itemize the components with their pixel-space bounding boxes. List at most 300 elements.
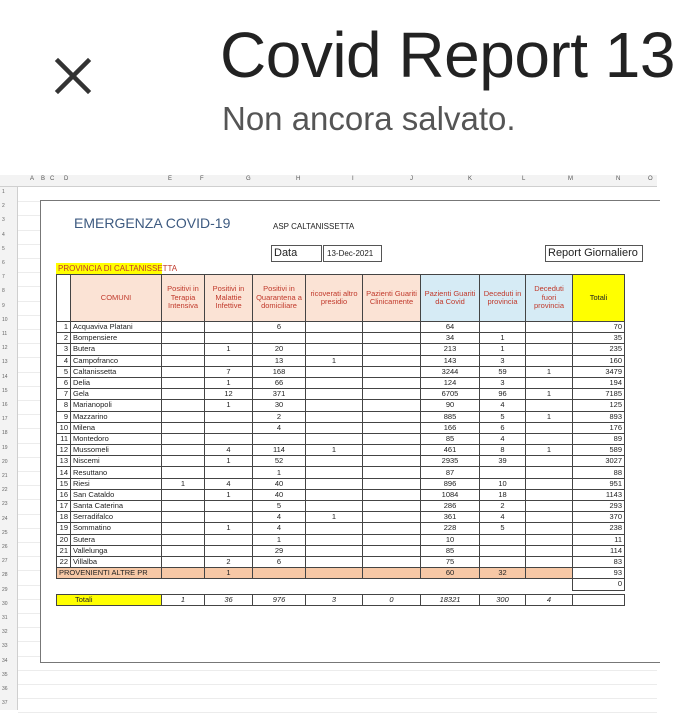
row-header-24[interactable]: 24 <box>2 515 8 522</box>
column-header-h[interactable]: H <box>296 176 301 182</box>
row-number[interactable]: 13 <box>57 456 71 467</box>
cell-r[interactable] <box>306 366 363 377</box>
other-provinces-label[interactable]: PROVENIENTI ALTRE PR <box>57 568 162 579</box>
cell-r[interactable] <box>306 545 363 556</box>
comune-name[interactable]: Caltanissetta <box>71 366 162 377</box>
header-comuni[interactable]: COMUNI <box>71 275 162 322</box>
cell-g[interactable]: 85 <box>421 545 480 556</box>
row-header-13[interactable]: 13 <box>2 359 8 366</box>
cell-gc[interactable] <box>363 445 421 456</box>
cell-di[interactable]: 5 <box>480 523 526 534</box>
row-header-14[interactable]: 14 <box>2 373 8 380</box>
row-header-34[interactable]: 34 <box>2 657 8 664</box>
comune-name[interactable]: Butera <box>71 344 162 355</box>
cell-g[interactable]: 85 <box>421 433 480 444</box>
comune-name[interactable]: Mussomeli <box>71 445 162 456</box>
row-number[interactable]: 15 <box>57 478 71 489</box>
row-number[interactable]: 20 <box>57 534 71 545</box>
cell-g[interactable]: 361 <box>421 512 480 523</box>
cell-di[interactable] <box>480 467 526 478</box>
header-guariti[interactable]: Pazienti Guariti da Covid <box>421 275 480 322</box>
comune-name[interactable]: Resuttano <box>71 467 162 478</box>
cell-r[interactable] <box>306 322 363 333</box>
row-header-12[interactable]: 12 <box>2 345 8 352</box>
cell-gc[interactable] <box>363 556 421 567</box>
blank-cell[interactable] <box>205 579 253 590</box>
header-totali[interactable]: Totali <box>573 275 625 322</box>
row-number[interactable]: 7 <box>57 389 71 400</box>
comune-name[interactable]: Riesi <box>71 478 162 489</box>
cell-r[interactable] <box>306 523 363 534</box>
row-header-35[interactable]: 35 <box>2 671 8 678</box>
comune-name[interactable]: Campofranco <box>71 355 162 366</box>
cell-t[interactable]: 125 <box>573 400 625 411</box>
row-header-7[interactable]: 7 <box>2 274 5 281</box>
cell-mi[interactable]: 2 <box>205 556 253 567</box>
blank-cell[interactable] <box>71 579 162 590</box>
cell-ti[interactable] <box>162 366 205 377</box>
cell-mi[interactable]: 1 <box>205 377 253 388</box>
column-header-f[interactable]: F <box>200 176 204 182</box>
comune-name[interactable]: Niscemi <box>71 456 162 467</box>
cell-gc[interactable] <box>363 400 421 411</box>
cell-ti[interactable] <box>162 422 205 433</box>
cell-di[interactable]: 1 <box>480 344 526 355</box>
cell-ti[interactable]: 1 <box>162 478 205 489</box>
cell-di[interactable]: 59 <box>480 366 526 377</box>
row-header-26[interactable]: 26 <box>2 544 8 550</box>
cell-gc[interactable] <box>363 568 421 579</box>
cell-mi[interactable] <box>205 512 253 523</box>
cell-q[interactable]: 371 <box>253 389 306 400</box>
cell-q[interactable]: 4 <box>253 422 306 433</box>
cell-q[interactable] <box>253 433 306 444</box>
row-header-2[interactable]: 2 <box>2 203 5 210</box>
column-header-i[interactable]: I <box>352 176 354 182</box>
row-header-32[interactable]: 32 <box>2 629 8 636</box>
total-g[interactable]: 18321 <box>421 594 480 605</box>
cell-gc[interactable] <box>363 489 421 500</box>
cell-mi[interactable] <box>205 355 253 366</box>
cell-df[interactable] <box>526 400 573 411</box>
cell-df[interactable] <box>526 478 573 489</box>
cell-t[interactable]: 35 <box>573 333 625 344</box>
cell-gc[interactable] <box>363 344 421 355</box>
cell-df[interactable] <box>526 422 573 433</box>
cell-df[interactable] <box>526 433 573 444</box>
cell-mi[interactable] <box>205 501 253 512</box>
cell-mi[interactable]: 4 <box>205 445 253 456</box>
comune-name[interactable]: Montedoro <box>71 433 162 444</box>
cell-mi[interactable]: 1 <box>205 456 253 467</box>
cell-t[interactable]: 589 <box>573 445 625 456</box>
cell-ti[interactable] <box>162 445 205 456</box>
cell-gc[interactable] <box>363 545 421 556</box>
cell-q[interactable]: 40 <box>253 478 306 489</box>
cell-t[interactable]: 114 <box>573 545 625 556</box>
cell-gc[interactable] <box>363 322 421 333</box>
comune-name[interactable]: Bompensiere <box>71 333 162 344</box>
cell-ti[interactable] <box>162 556 205 567</box>
cell-g[interactable]: 87 <box>421 467 480 478</box>
cell-t[interactable]: 176 <box>573 422 625 433</box>
total-di[interactable]: 300 <box>480 594 526 605</box>
cell-r[interactable] <box>306 377 363 388</box>
cell-t[interactable]: 88 <box>573 467 625 478</box>
cell-t[interactable]: 893 <box>573 411 625 422</box>
cell-r[interactable] <box>306 344 363 355</box>
cell-gc[interactable] <box>363 355 421 366</box>
column-header-g[interactable]: G <box>246 176 251 182</box>
row-header-5[interactable]: 5 <box>2 245 5 252</box>
cell-q[interactable]: 4 <box>253 523 306 534</box>
cell-mi[interactable]: 1 <box>205 523 253 534</box>
row-header-9[interactable]: 9 <box>2 302 5 309</box>
cell-r[interactable] <box>306 433 363 444</box>
blank-cell[interactable] <box>363 579 421 590</box>
cell-ti[interactable] <box>162 411 205 422</box>
cell-ti[interactable] <box>162 489 205 500</box>
cell-r[interactable] <box>306 478 363 489</box>
totals-label[interactable]: Totali <box>57 594 162 605</box>
comune-name[interactable]: Milena <box>71 422 162 433</box>
cell-df[interactable] <box>526 377 573 388</box>
cell-q[interactable]: 168 <box>253 366 306 377</box>
cell-g[interactable]: 2935 <box>421 456 480 467</box>
cell-mi[interactable]: 1 <box>205 400 253 411</box>
cell-mi[interactable] <box>205 545 253 556</box>
cell-t[interactable]: 93 <box>573 568 625 579</box>
cell-q[interactable]: 114 <box>253 445 306 456</box>
cell-q[interactable]: 66 <box>253 377 306 388</box>
comune-name[interactable]: Santa Caterina <box>71 501 162 512</box>
cell-di[interactable]: 5 <box>480 411 526 422</box>
cell-gc[interactable] <box>363 333 421 344</box>
cell-df[interactable]: 1 <box>526 389 573 400</box>
column-header-n[interactable]: N <box>616 176 621 182</box>
blank-cell[interactable] <box>57 579 71 590</box>
blank-cell[interactable] <box>162 579 205 590</box>
comune-name[interactable]: Vallelunga <box>71 545 162 556</box>
row-number[interactable]: 9 <box>57 411 71 422</box>
cell-gc[interactable] <box>363 389 421 400</box>
cell-t[interactable]: 3027 <box>573 456 625 467</box>
blank-cell[interactable] <box>253 579 306 590</box>
cell-df[interactable] <box>526 456 573 467</box>
row-number[interactable]: 5 <box>57 366 71 377</box>
row-header-10[interactable]: 10 <box>2 316 8 323</box>
cell-di[interactable]: 18 <box>480 489 526 500</box>
cell-mi[interactable] <box>205 467 253 478</box>
cell-r[interactable] <box>306 467 363 478</box>
cell-t[interactable]: 89 <box>573 433 625 444</box>
cell-di[interactable]: 1 <box>480 333 526 344</box>
column-header-c[interactable]: C <box>50 176 55 182</box>
comune-name[interactable]: Acquaviva Platani <box>71 322 162 333</box>
cell-t[interactable]: 3479 <box>573 366 625 377</box>
column-header-o[interactable]: O <box>648 176 653 182</box>
cell-mi[interactable]: 1 <box>205 568 253 579</box>
column-header-l[interactable]: L <box>522 176 526 182</box>
cell-g[interactable]: 228 <box>421 523 480 534</box>
total-df[interactable]: 4 <box>526 594 573 605</box>
cell-r[interactable] <box>306 411 363 422</box>
column-header-k[interactable]: K <box>468 176 473 182</box>
cell-di[interactable]: 8 <box>480 445 526 456</box>
cell-mi[interactable] <box>205 422 253 433</box>
cell-r[interactable] <box>306 556 363 567</box>
row-number[interactable]: 4 <box>57 355 71 366</box>
cell-ti[interactable] <box>162 456 205 467</box>
cell-df[interactable] <box>526 512 573 523</box>
blank-cell[interactable] <box>421 579 480 590</box>
row-header-4[interactable]: 4 <box>2 231 5 238</box>
close-button[interactable] <box>50 52 98 100</box>
cell-gc[interactable] <box>363 501 421 512</box>
row-header-15[interactable]: 15 <box>2 387 8 394</box>
cell-df[interactable]: 1 <box>526 411 573 422</box>
row-number[interactable]: 18 <box>57 512 71 523</box>
cell-di[interactable]: 4 <box>480 512 526 523</box>
cell-t[interactable]: 293 <box>573 501 625 512</box>
cell-g[interactable]: 461 <box>421 445 480 456</box>
row-number[interactable]: 1 <box>57 322 71 333</box>
cell-df[interactable] <box>526 556 573 567</box>
cell-t[interactable]: 70 <box>573 322 625 333</box>
blank-cell[interactable] <box>480 579 526 590</box>
cell-di[interactable]: 96 <box>480 389 526 400</box>
cell-df[interactable]: 1 <box>526 445 573 456</box>
comune-name[interactable]: San Cataldo <box>71 489 162 500</box>
column-header-e[interactable]: E <box>168 176 173 182</box>
cell-gc[interactable] <box>363 456 421 467</box>
row-header-18[interactable]: 18 <box>2 430 8 437</box>
cell-r[interactable] <box>306 400 363 411</box>
cell-gc[interactable] <box>363 467 421 478</box>
cell-df[interactable] <box>526 322 573 333</box>
row-number[interactable]: 2 <box>57 333 71 344</box>
row-number[interactable]: 12 <box>57 445 71 456</box>
cell-gc[interactable] <box>363 433 421 444</box>
blank-total-cell[interactable]: 0 <box>573 579 625 590</box>
column-header-a[interactable]: A <box>30 176 35 182</box>
cell-t[interactable]: 235 <box>573 344 625 355</box>
comune-name[interactable]: Gela <box>71 389 162 400</box>
row-header-27[interactable]: 27 <box>2 558 8 565</box>
header-ricoverati[interactable]: ricoverati altro presidio <box>306 275 363 322</box>
total-q[interactable]: 976 <box>253 594 306 605</box>
cell-r[interactable]: 1 <box>306 445 363 456</box>
cell-ti[interactable] <box>162 389 205 400</box>
cell-q[interactable] <box>253 333 306 344</box>
comune-name[interactable]: Sommatino <box>71 523 162 534</box>
cell-ti[interactable] <box>162 512 205 523</box>
row-header-25[interactable]: 25 <box>2 529 8 536</box>
cell-g[interactable]: 90 <box>421 400 480 411</box>
cell-t[interactable]: 1143 <box>573 489 625 500</box>
cell-g[interactable]: 75 <box>421 556 480 567</box>
row-number[interactable]: 22 <box>57 556 71 567</box>
cell-di[interactable]: 3 <box>480 355 526 366</box>
date-label-cell[interactable]: Data <box>271 245 322 262</box>
row-number[interactable]: 6 <box>57 377 71 388</box>
row-header-33[interactable]: 33 <box>2 643 8 650</box>
cell-r[interactable] <box>306 489 363 500</box>
total-ti[interactable]: 1 <box>162 594 205 605</box>
provincia-label[interactable]: PROVINCIA DI CALTANISSETTA <box>58 264 178 273</box>
cell-t[interactable]: 83 <box>573 556 625 567</box>
row-header-21[interactable]: 21 <box>2 473 8 479</box>
cell-g[interactable]: 286 <box>421 501 480 512</box>
total-gc[interactable]: 0 <box>363 594 421 605</box>
row-header-36[interactable]: 36 <box>2 686 8 692</box>
cell-mi[interactable] <box>205 433 253 444</box>
cell-r[interactable] <box>306 501 363 512</box>
cell-r[interactable] <box>306 534 363 545</box>
cell-ti[interactable] <box>162 523 205 534</box>
total-mi[interactable]: 36 <box>205 594 253 605</box>
cell-q[interactable]: 13 <box>253 355 306 366</box>
cell-t[interactable]: 194 <box>573 377 625 388</box>
cell-q[interactable]: 30 <box>253 400 306 411</box>
cell-gc[interactable] <box>363 422 421 433</box>
cell-ti[interactable] <box>162 501 205 512</box>
cell-r[interactable] <box>306 456 363 467</box>
cell-gc[interactable] <box>363 523 421 534</box>
cell-ti[interactable] <box>162 545 205 556</box>
cell-di[interactable]: 39 <box>480 456 526 467</box>
header-deceduti-fuori[interactable]: Deceduti fuori provincia <box>526 275 573 322</box>
cell-g[interactable]: 143 <box>421 355 480 366</box>
comune-name[interactable]: Sutera <box>71 534 162 545</box>
total-t[interactable] <box>573 594 625 605</box>
report-type-cell[interactable]: Report Giornaliero <box>545 245 643 262</box>
cell-di[interactable] <box>480 322 526 333</box>
cell-ti[interactable] <box>162 377 205 388</box>
header-deceduti-in[interactable]: Deceduti in provincia <box>480 275 526 322</box>
cell-q[interactable]: 1 <box>253 467 306 478</box>
cell-gc[interactable] <box>363 534 421 545</box>
row-number[interactable]: 21 <box>57 545 71 556</box>
row-number[interactable]: 16 <box>57 489 71 500</box>
cell-di[interactable]: 3 <box>480 377 526 388</box>
row-header-22[interactable]: 22 <box>2 487 8 494</box>
cell-g[interactable]: 213 <box>421 344 480 355</box>
cell-mi[interactable]: 12 <box>205 389 253 400</box>
blank-cell[interactable] <box>526 579 573 590</box>
cell-di[interactable]: 6 <box>480 422 526 433</box>
cell-r[interactable] <box>306 422 363 433</box>
row-number[interactable]: 17 <box>57 501 71 512</box>
cell-t[interactable]: 11 <box>573 534 625 545</box>
cell-mi[interactable] <box>205 322 253 333</box>
row-number[interactable]: 10 <box>57 422 71 433</box>
cell-mi[interactable]: 4 <box>205 478 253 489</box>
cell-g[interactable]: 64 <box>421 322 480 333</box>
header-malattie[interactable]: Positivi in Malattie Infettive <box>205 275 253 322</box>
cell-ti[interactable] <box>162 433 205 444</box>
row-header-19[interactable]: 19 <box>2 444 8 451</box>
row-header-31[interactable]: 31 <box>2 615 8 621</box>
row-number[interactable]: 11 <box>57 433 71 444</box>
cell-t[interactable]: 370 <box>573 512 625 523</box>
cell-ti[interactable] <box>162 534 205 545</box>
column-header-d[interactable]: D <box>64 176 69 182</box>
cell-g[interactable]: 124 <box>421 377 480 388</box>
comune-name[interactable]: Villalba <box>71 556 162 567</box>
cell-df[interactable] <box>526 534 573 545</box>
cell-g[interactable]: 6705 <box>421 389 480 400</box>
cell-gc[interactable] <box>363 366 421 377</box>
row-header-29[interactable]: 29 <box>2 586 8 593</box>
cell-t[interactable]: 7185 <box>573 389 625 400</box>
cell-gc[interactable] <box>363 512 421 523</box>
cell-df[interactable] <box>526 344 573 355</box>
header-quarantena[interactable]: Positivi in Quarantena a domiciliare <box>253 275 306 322</box>
cell-mi[interactable] <box>205 333 253 344</box>
comune-name[interactable]: Delia <box>71 377 162 388</box>
cell-q[interactable] <box>253 568 306 579</box>
row-number[interactable]: 3 <box>57 344 71 355</box>
cell-di[interactable]: 32 <box>480 568 526 579</box>
cell-di[interactable]: 2 <box>480 501 526 512</box>
cell-mi[interactable]: 7 <box>205 366 253 377</box>
row-header-8[interactable]: 8 <box>2 288 5 295</box>
cell-q[interactable]: 20 <box>253 344 306 355</box>
row-header-11[interactable]: 11 <box>2 331 8 337</box>
row-number[interactable]: 14 <box>57 467 71 478</box>
cell-df[interactable] <box>526 467 573 478</box>
cell-gc[interactable] <box>363 377 421 388</box>
cell-di[interactable]: 4 <box>480 433 526 444</box>
row-header-3[interactable]: 3 <box>2 217 5 224</box>
cell-ti[interactable] <box>162 322 205 333</box>
row-header-17[interactable]: 17 <box>2 416 8 423</box>
row-number[interactable]: 8 <box>57 400 71 411</box>
cell-g[interactable]: 3244 <box>421 366 480 377</box>
cell-ti[interactable] <box>162 568 205 579</box>
cell-q[interactable]: 52 <box>253 456 306 467</box>
cell-t[interactable]: 238 <box>573 523 625 534</box>
cell-ti[interactable] <box>162 467 205 478</box>
cell-di[interactable] <box>480 534 526 545</box>
cell-di[interactable] <box>480 545 526 556</box>
cell-t[interactable]: 951 <box>573 478 625 489</box>
row-header-30[interactable]: 30 <box>2 600 8 607</box>
cell-df[interactable] <box>526 523 573 534</box>
cell-q[interactable]: 1 <box>253 534 306 545</box>
cell-q[interactable]: 4 <box>253 512 306 523</box>
cell-di[interactable] <box>480 556 526 567</box>
cell-di[interactable]: 10 <box>480 478 526 489</box>
date-value-cell[interactable]: 13-Dec-2021 <box>323 245 382 262</box>
row-header-6[interactable]: 6 <box>2 260 5 266</box>
row-header-37[interactable]: 37 <box>2 700 8 707</box>
blank-cell[interactable] <box>306 579 363 590</box>
header-guariti-clinicamente[interactable]: Pazienti Guariti Clinicamente <box>363 275 421 322</box>
cell-ti[interactable] <box>162 400 205 411</box>
cell-mi[interactable] <box>205 411 253 422</box>
row-header-1[interactable]: 1 <box>2 189 5 195</box>
column-header-j[interactable]: J <box>410 176 413 182</box>
column-header-b[interactable]: B <box>41 176 46 182</box>
comune-name[interactable]: Marianopoli <box>71 400 162 411</box>
cell-g[interactable]: 10 <box>421 534 480 545</box>
column-header-m[interactable]: M <box>568 176 573 182</box>
cell-r[interactable]: 1 <box>306 512 363 523</box>
cell-gc[interactable] <box>363 411 421 422</box>
cell-df[interactable] <box>526 489 573 500</box>
